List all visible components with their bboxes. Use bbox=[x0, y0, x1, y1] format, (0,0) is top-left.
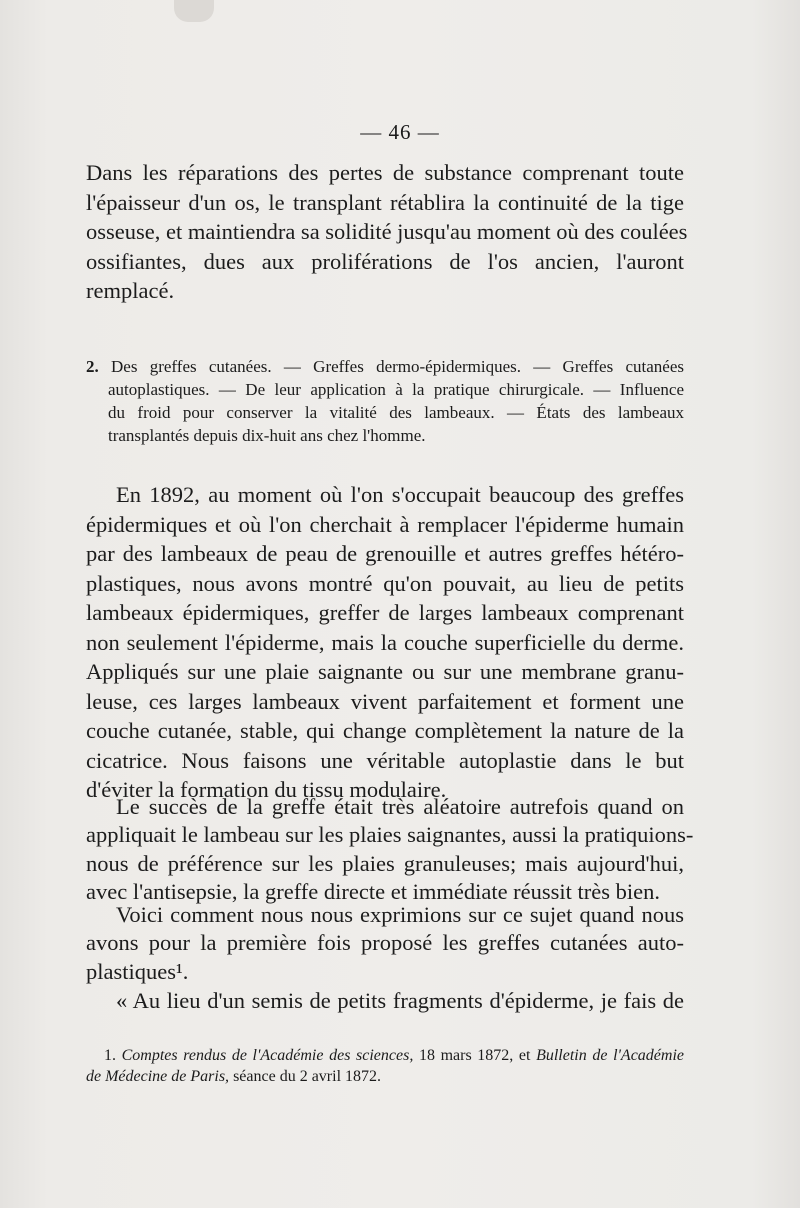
text-line: Appliqués sur une plaie saignante ou sur une membrane granu- bbox=[86, 659, 684, 684]
footnote-source-b: Bulletin de l'Académie bbox=[536, 1047, 685, 1064]
footnote-source-a: Comptes rendus de l'Académie des sciences, bbox=[121, 1047, 414, 1064]
text-line: avons pour la première fois proposé les greffes cutanées auto- bbox=[86, 930, 684, 956]
paragraph-3 bbox=[86, 901, 684, 986]
text-line: plastiques¹. bbox=[86, 958, 189, 984]
text-line: « Au lieu d'un semis de petits fragments d'épiderme, je fais de bbox=[116, 988, 684, 1013]
text-line: plastiques, nous avons montré qu'on pouvait, au lieu de petits bbox=[86, 570, 684, 596]
intro-paragraph bbox=[86, 158, 688, 306]
text-line: Voici comment nous nous exprimions sur ce sujet quand nous bbox=[116, 902, 684, 927]
text-line: leuse, ces larges lambeaux vivent parfaitement et forment une bbox=[86, 688, 684, 714]
text-line: couche cutanée, stable, qui change complètement la nature de la bbox=[86, 718, 684, 743]
heading-line: 2. Des greffes cutanées. — Greffes dermo-épidermiques. — Greffes cutanées bbox=[86, 357, 684, 376]
text-line: cicatrice. Nous faisons une véritable autoplastie dans le but bbox=[86, 747, 684, 773]
library-stamp-mark bbox=[174, 0, 214, 22]
heading-line: transplantés depuis dix-huit ans chez l'homme. bbox=[108, 426, 426, 445]
footnote-source-c: de Médecine de Paris, bbox=[86, 1068, 230, 1085]
paragraph-1 bbox=[86, 480, 684, 805]
section-number: 2. bbox=[86, 357, 99, 376]
footnote bbox=[86, 1045, 684, 1087]
text-line: nous de préférence sur les plaies granuleuses; mais aujourd'hui, bbox=[86, 850, 684, 876]
text-line: non seulement l'épiderme, mais la couche superficielle du derme. bbox=[86, 629, 684, 655]
text-line: En 1892, au moment où l'on s'occupait beaucoup des greffes bbox=[116, 482, 684, 507]
footnote-line: 1. Comptes rendus de l'Académie des sciences, 18 mars 1872, et Bulletin de l'Académie bbox=[104, 1047, 685, 1064]
paragraph-2 bbox=[86, 793, 694, 906]
text-line: Dans les réparations des pertes de substance comprenant toute bbox=[86, 160, 684, 185]
text-line: avec l'antisepsie, la greffe directe et immédiate réussit très bien. bbox=[86, 878, 661, 904]
footnote-line: de Médecine de Paris, séance du 2 avril 1872. bbox=[86, 1068, 382, 1085]
text-line: épidermiques et où l'on cherchait à remplacer l'épiderme humain bbox=[86, 511, 684, 537]
text-line: appliquait le lambeau sur les plaies saignantes, aussi la pratiquions- bbox=[86, 822, 694, 848]
text-line: Le succès de la greffe était très aléatoire autrefois quand on bbox=[116, 794, 684, 819]
footnote-marker: 1. bbox=[104, 1047, 116, 1064]
text-line: l'épaisseur d'un os, le transplant rétablira la continuité de la tige bbox=[86, 189, 684, 215]
heading-line: du froid pour conserver la vitalité des lambeaux. — États des lambeaux bbox=[108, 403, 684, 422]
text-line: remplacé. bbox=[86, 278, 175, 303]
text-line: lambeaux épidermiques, greffer de larges lambeaux comprenant bbox=[86, 600, 684, 625]
heading-line: autoplastiques. — De leur application à la pratique chirurgicale. — Influence bbox=[108, 380, 684, 399]
section-heading bbox=[86, 355, 684, 447]
text-line: ossifiantes, dues aux proliférations de l'os ancien, l'auront bbox=[86, 248, 684, 274]
text-line: d'éviter la formation du tissu modulaire. bbox=[86, 777, 447, 802]
page-number: — 46 — bbox=[360, 120, 440, 144]
paragraph-4 bbox=[86, 987, 684, 1015]
text-line: par des lambeaux de peau de grenouille et autres greffes hétéro- bbox=[86, 541, 684, 566]
text-line: osseuse, et maintiendra sa solidité jusqu'au moment où des coulées bbox=[86, 219, 688, 244]
